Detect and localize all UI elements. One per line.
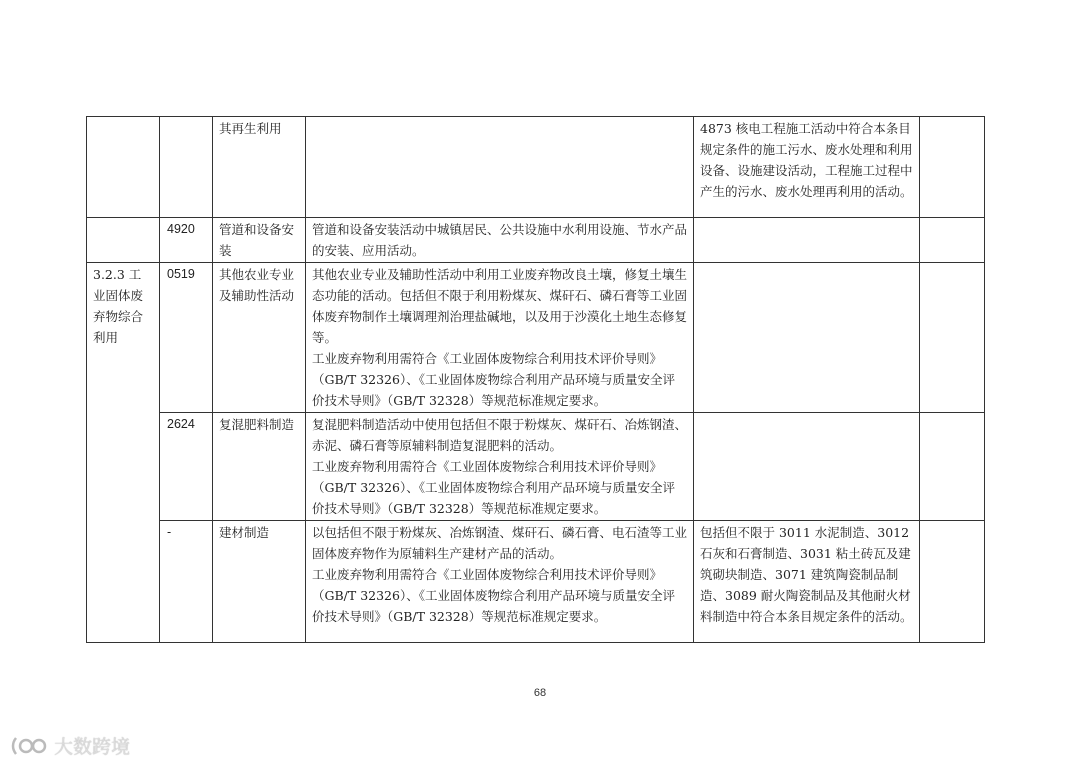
description-cell <box>306 521 694 643</box>
watermark <box>10 732 130 759</box>
description-cell <box>306 263 694 413</box>
watermark-text: 大数跨境 <box>54 736 131 758</box>
regulation-table <box>86 116 985 643</box>
description-text: 复混肥料制造活动中使用包括但不限于粉煤灰、煤矸石、冶炼钢渣、赤泥、磷石膏等原辅料制造复混肥料的活动。 <box>312 417 688 453</box>
description-text: 工业废弃物利用需符合《工业固体废物综合利用技术评价导则》（GB/T 32326）、《工业固体废物综合利用产品环境与质量安全评价技术导则》（GB/T 32328）等规范标准规定要求。 <box>312 351 675 408</box>
section-cell <box>87 218 160 263</box>
extra-cell <box>920 521 985 643</box>
description-cell <box>306 117 694 218</box>
watermark-logo-icon <box>10 735 50 757</box>
name-cell: 其再生利用 <box>213 117 306 218</box>
note-cell: 包括但不限于 3011 水泥制造、3012 石灰和石膏制造、3031 粘土砖瓦及建筑砌块制造、3071 建筑陶瓷制品制造、3089 耐火陶瓷制品及其他耐火材料制造中符合本条目规定条件的活动。 <box>694 521 920 643</box>
code-cell: 2624 <box>160 413 213 521</box>
code-cell <box>160 117 213 218</box>
extra-cell <box>920 413 985 521</box>
description-text: 其他农业专业及辅助性活动中利用工业废弃物改良土壤，修复土壤生态功能的活动。包括但不限于利用粉煤灰、煤矸石、磷石膏等工业固体废弃物制作土壤调理剂治理盐碱地，以及用于沙漠化土地生态修复等。 <box>312 267 688 345</box>
extra-cell <box>920 117 985 218</box>
description-text: 以包括但不限于粉煤灰、冶炼钢渣、煤矸石、磷石膏、电石渣等工业固体废弃物作为原辅料生产建材产品的活动。 <box>312 525 688 561</box>
table-row <box>87 218 985 263</box>
description-text: 工业废弃物利用需符合《工业固体废物综合利用技术评价导则》（GB/T 32326）、《工业固体废物综合利用产品环境与质量安全评价技术导则》（GB/T 32328）等规范标准规定要求。 <box>312 459 675 516</box>
section-cell <box>87 117 160 218</box>
section-cell: 3.2.3 工业固体废弃物综合利用 <box>87 263 160 643</box>
table-row <box>87 263 985 413</box>
table-row <box>87 117 985 218</box>
description-text: 管道和设备安装活动中城镇居民、公共设施中水利用设施、节水产品的安装、应用活动。 <box>312 222 688 258</box>
table-row <box>87 521 985 643</box>
description-text: 工业废弃物利用需符合《工业固体废物综合利用技术评价导则》（GB/T 32326）、《工业固体废物综合利用产品环境与质量安全评价技术导则》（GB/T 32328）等规范标准规定要求。 <box>312 567 675 624</box>
note-cell <box>694 263 920 413</box>
table-row <box>87 413 985 521</box>
name-cell: 复混肥料制造 <box>213 413 306 521</box>
code-cell: - <box>160 521 213 643</box>
code-cell: 4920 <box>160 218 213 263</box>
code-cell: 0519 <box>160 263 213 413</box>
note-cell <box>694 413 920 521</box>
extra-cell <box>920 263 985 413</box>
note-cell <box>694 218 920 263</box>
name-cell: 建材制造 <box>213 521 306 643</box>
extra-cell <box>920 218 985 263</box>
name-cell: 其他农业专业及辅助性活动 <box>213 263 306 413</box>
description-cell <box>306 413 694 521</box>
name-cell: 管道和设备安装 <box>213 218 306 263</box>
note-cell: 4873 核电工程施工活动中符合本条目规定条件的施工污水、废水处理和利用设备、设施建设活动，工程施工过程中产生的污水、废水处理再利用的活动。 <box>694 117 920 218</box>
description-cell <box>306 218 694 263</box>
page-number: 68 <box>533 687 547 699</box>
